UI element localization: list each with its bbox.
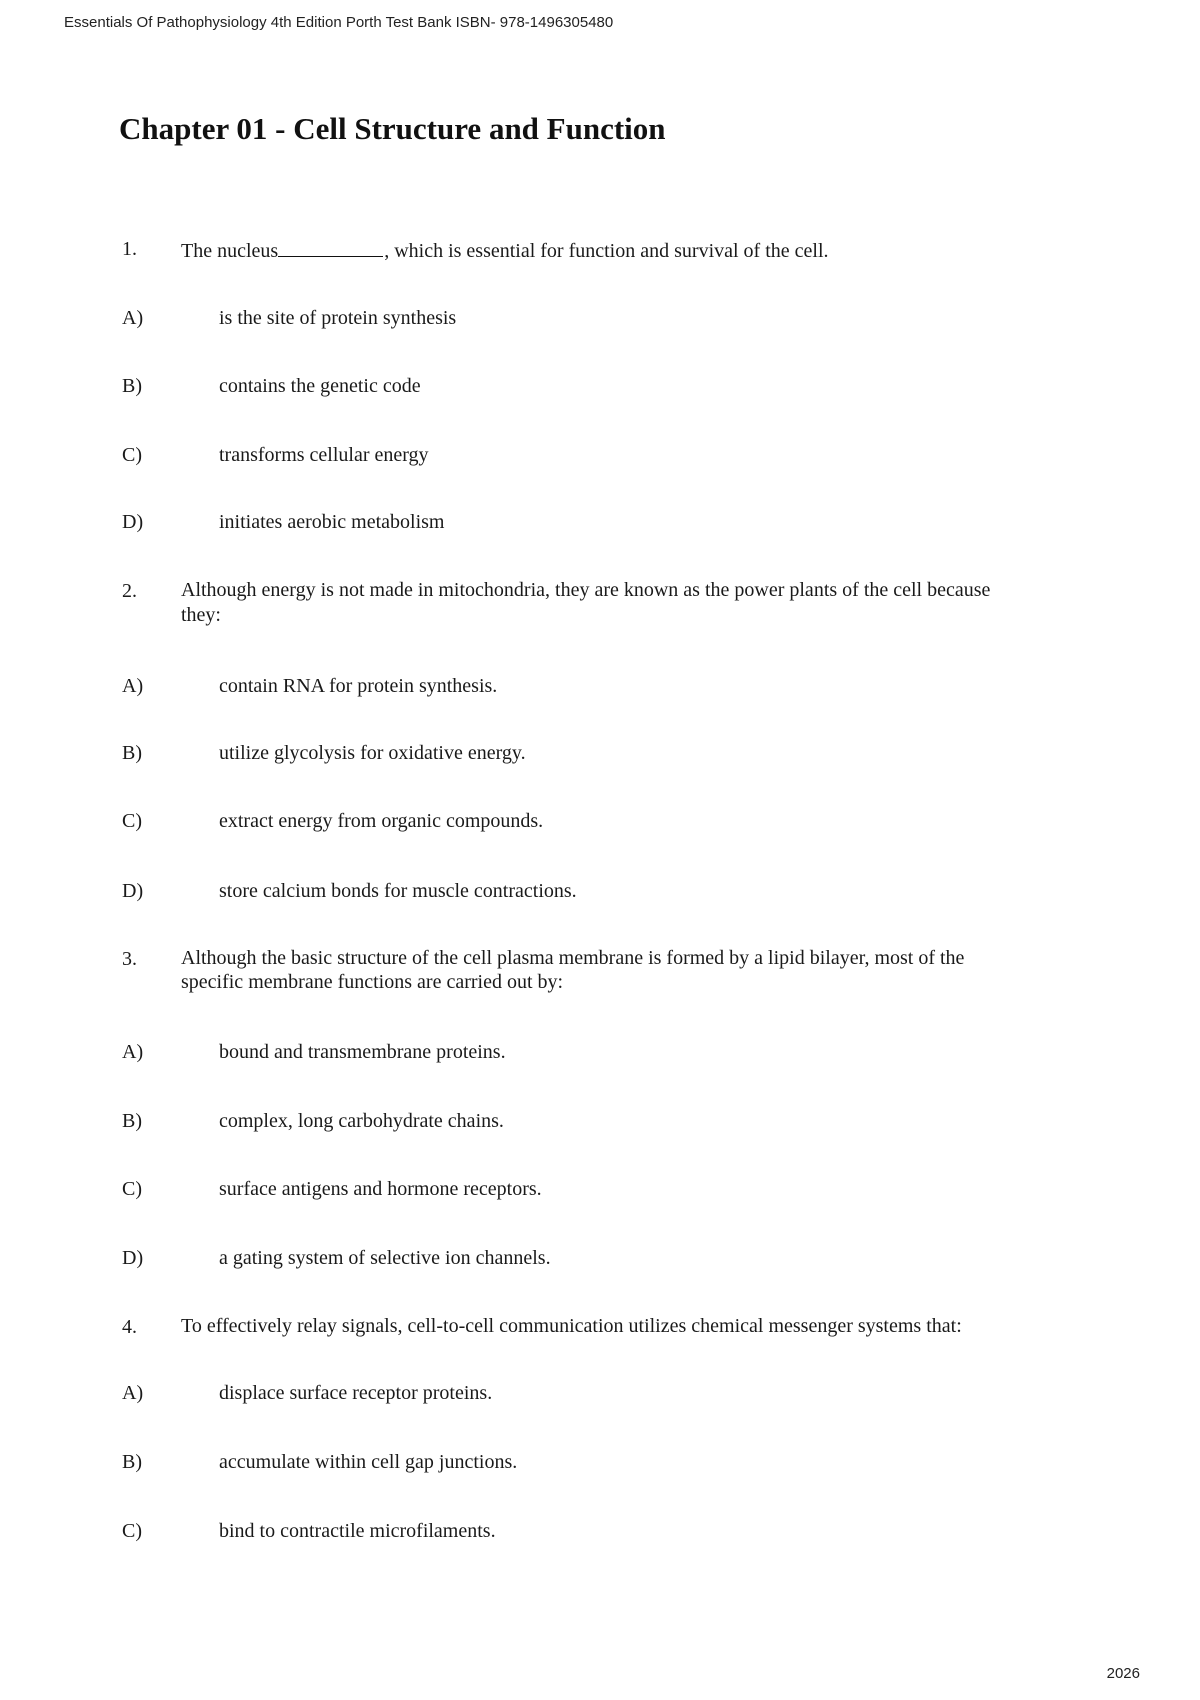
question-number: 4. (122, 1316, 137, 1338)
option-text: extract energy from organic compounds. (219, 810, 544, 832)
option-text: contains the genetic code (219, 375, 421, 397)
option-letter: C) (122, 1178, 142, 1200)
running-header: Essentials Of Pathophysiology 4th Edition Porth Test Bank ISBN- 978-1496305480 (64, 14, 614, 31)
question-stem: Although energy is not made in mitochondria, they are known as the power plants of the cell because (181, 579, 991, 601)
option-letter: C) (122, 810, 142, 832)
question-number: 3. (122, 948, 137, 970)
option-letter: D) (122, 511, 144, 533)
option-text: transforms cellular energy (219, 444, 429, 466)
option-text: surface antigens and hormone receptors. (219, 1178, 542, 1200)
option-text: bind to contractile microfilaments. (219, 1520, 496, 1542)
option-text: complex, long carbohydrate chains. (219, 1110, 504, 1132)
option-text: contain RNA for protein synthesis. (219, 675, 498, 697)
option-letter: A) (122, 307, 144, 329)
option-text: displace surface receptor proteins. (219, 1382, 493, 1404)
option-text: accumulate within cell gap junctions. (219, 1451, 518, 1473)
option-text: initiates aerobic metabolism (219, 511, 445, 533)
question-stem: Although the basic structure of the cell plasma membrane is formed by a lipid bilayer, most of the (181, 947, 965, 969)
option-letter: D) (122, 1247, 144, 1269)
answer-blank (278, 236, 383, 257)
option-letter: C) (122, 444, 142, 466)
stem-text: , which is essential for function and survival of the cell. (384, 240, 829, 262)
question-number: 1. (122, 238, 137, 260)
option-letter: C) (122, 1520, 142, 1542)
question-stem: To effectively relay signals, cell-to-cell communication utilizes chemical messenger systems that: (181, 1315, 962, 1337)
page-number: 2026 (1106, 1665, 1140, 1682)
option-letter: B) (122, 1451, 142, 1473)
question-stem (181, 236, 829, 264)
option-text: store calcium bonds for muscle contractions. (219, 880, 577, 902)
question-stem-continued: they: (181, 604, 221, 626)
option-text: is the site of protein synthesis (219, 307, 457, 329)
option-text: a gating system of selective ion channels. (219, 1247, 551, 1269)
option-text: utilize glycolysis for oxidative energy. (219, 742, 526, 764)
option-text: bound and transmembrane proteins. (219, 1041, 506, 1063)
option-letter: B) (122, 375, 142, 397)
option-letter: A) (122, 1041, 144, 1063)
option-letter: B) (122, 742, 142, 764)
question-number: 2. (122, 580, 137, 602)
option-letter: A) (122, 675, 144, 697)
option-letter: A) (122, 1382, 144, 1404)
chapter-title: Chapter 01 - Cell Structure and Function (119, 111, 666, 146)
stem-text: The nucleus (181, 240, 279, 262)
option-letter: D) (122, 880, 144, 902)
option-letter: B) (122, 1110, 142, 1132)
question-stem-continued: specific membrane functions are carried out by: (181, 971, 564, 993)
